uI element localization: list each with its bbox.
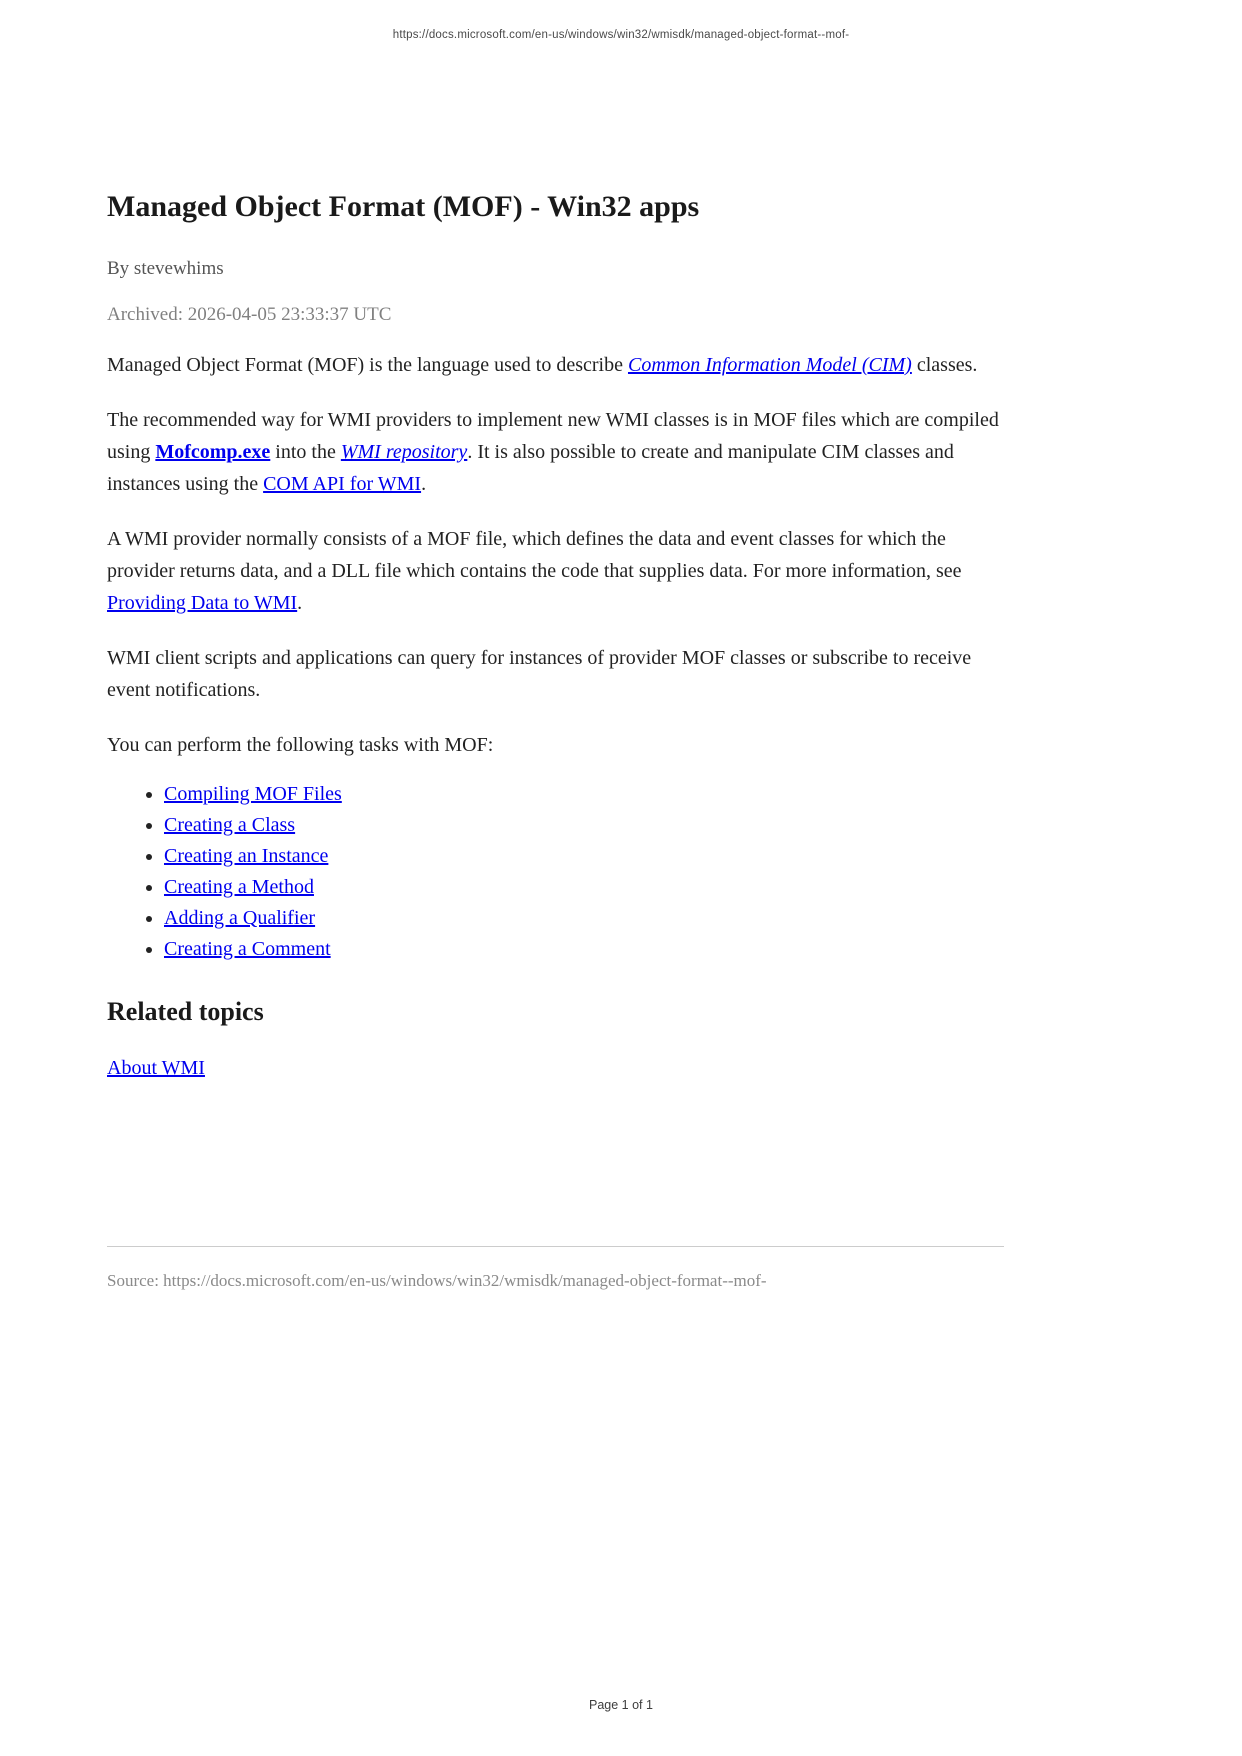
list-item <box>164 783 1004 805</box>
link-mofcomp-exe[interactable]: Mofcomp.exe <box>155 441 271 463</box>
link-adding-a-qualifier[interactable]: Adding a Qualifier <box>164 907 316 929</box>
task-list <box>107 783 1004 960</box>
list-item <box>164 876 1004 898</box>
divider <box>107 1246 1004 1247</box>
source-section <box>107 1246 1004 1291</box>
link-compiling-mof-files[interactable]: Compiling MOF Files <box>164 783 342 805</box>
print-header-url: https://docs.microsoft.com/en-us/windows/win32/wmisdk/managed-object-format--mof- <box>392 29 850 41</box>
link-providing-data-to-wmi[interactable]: Providing Data to WMI <box>107 592 298 614</box>
archived-timestamp: Archived: 2026-04-05 23:33:37 UTC <box>107 304 392 325</box>
document-body <box>107 0 1004 1080</box>
paragraph-tasks-lead-in: You can perform the following tasks with MOF: <box>107 734 494 756</box>
text-run: A WMI provider normally consists of a MOF file, which defines the data and event classes for which the provider returns data, and a DLL file which contains the code that supplies data. For more information, see <box>107 528 962 582</box>
link-creating-a-class[interactable]: Creating a Class <box>164 814 296 836</box>
page-number: Page 1 of 1 <box>589 1698 653 1712</box>
link-creating-a-method[interactable]: Creating a Method <box>164 876 314 898</box>
link-creating-a-comment[interactable]: Creating a Comment <box>164 938 331 960</box>
paragraph-intro <box>107 349 1004 381</box>
link-creating-an-instance[interactable]: Creating an Instance <box>164 845 329 867</box>
text-run: classes. <box>911 354 978 376</box>
text-run: Managed Object Format (MOF) is the language used to describe <box>107 354 628 376</box>
paragraph-recommended-way <box>107 404 1004 500</box>
page-title: Managed Object Format (MOF) - Win32 apps <box>107 190 700 223</box>
list-item <box>164 845 1004 867</box>
list-item <box>164 938 1004 960</box>
about-wmi-paragraph <box>107 1057 1004 1080</box>
text-run: The recommended way for WMI providers to implement new WMI classes is in MOF files which are compiled using <box>107 409 999 463</box>
link-about-wmi[interactable]: About WMI <box>107 1057 205 1079</box>
list-item <box>164 814 1004 836</box>
link-wmi-repository[interactable]: WMI repository <box>340 441 468 463</box>
source-line: Source: https://docs.microsoft.com/en-us/windows/win32/wmisdk/managed-object-format--mof- <box>107 1271 767 1290</box>
byline: By stevewhims <box>107 258 224 279</box>
paragraph-wmi-provider <box>107 523 1004 619</box>
link-com-api-for-wmi[interactable]: COM API for WMI <box>263 473 422 495</box>
text-run: into the <box>270 441 341 463</box>
related-topics-heading: Related topics <box>107 997 264 1026</box>
text-run: . <box>297 592 303 614</box>
text-run: . It is also possible to create and manipulate CIM classes and instances using the <box>107 441 954 495</box>
text-run: . <box>421 473 427 495</box>
list-item <box>164 907 1004 929</box>
paragraph-client-scripts: WMI client scripts and applications can query for instances of provider MOF classes or subscribe to receive event notifications. <box>107 647 972 701</box>
link-common-information-model[interactable]: Common Information Model (CIM) <box>627 354 912 376</box>
